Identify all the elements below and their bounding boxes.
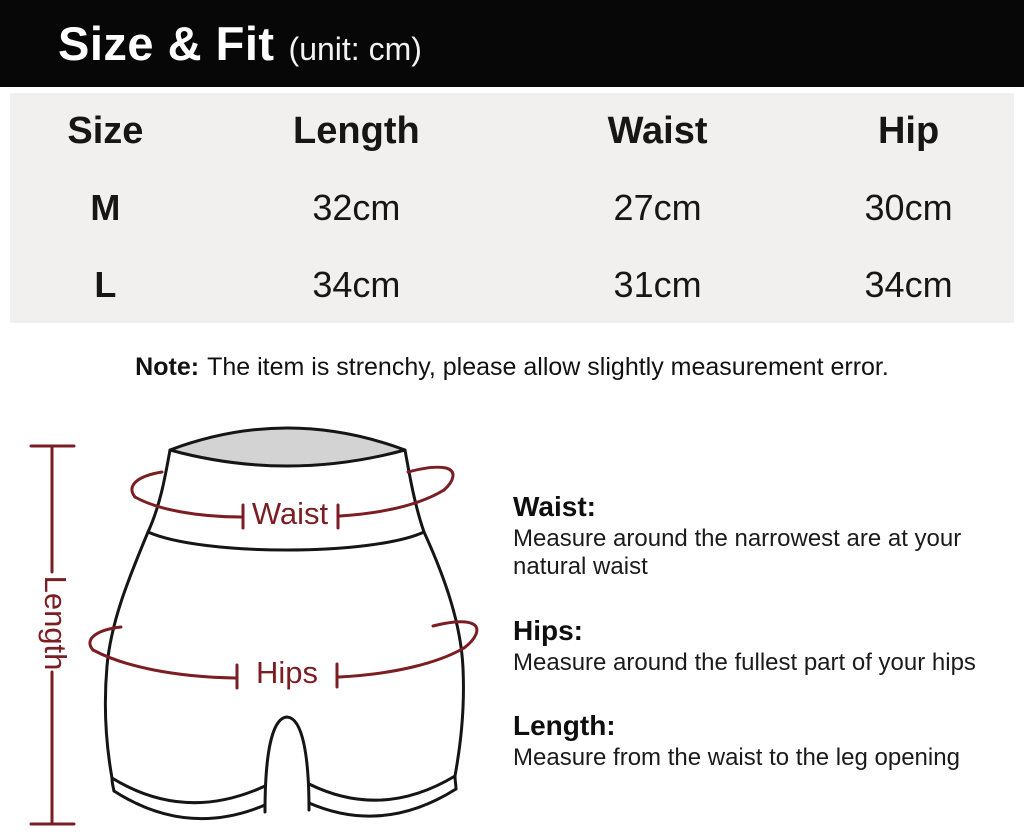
header-bar [0, 0, 1024, 87]
row-m-hip: 30cm [864, 186, 953, 228]
guide-hips-heading: Hips: [513, 615, 583, 646]
guide-item-waist [513, 492, 1018, 581]
waist-hook-left [132, 472, 162, 497]
shorts-diagram [0, 420, 500, 840]
hips-hook-right [433, 622, 477, 648]
waist-diagram-label: Waist [251, 496, 329, 531]
guide-length-line-1: Measure from the waist to the leg opening [513, 744, 960, 771]
column-header-length: Length [293, 109, 420, 152]
unit-label: (unit: cm) [288, 31, 422, 67]
column-header-size: Size [67, 109, 144, 152]
shorts-right-edge [405, 450, 463, 776]
guide-item-hips [513, 616, 1018, 677]
length-diagram-label: Length [38, 575, 73, 671]
row-l-size: L [94, 263, 117, 305]
row-m-size: M [90, 186, 121, 228]
page-title: Size & Fit [58, 17, 275, 70]
guide-hips-line-1: Measure around the fullest part of your hips [513, 649, 976, 676]
row-l-length: 34cm [312, 263, 401, 305]
guide-waist-line-1: Measure around the narrowest are at your [513, 525, 962, 552]
note [0, 353, 1024, 382]
hips-arc-right [339, 648, 464, 677]
column-header-hip: Hip [877, 109, 940, 152]
waistband-seam [148, 532, 424, 550]
right-hem-edge [455, 776, 456, 789]
waist-arc-right [340, 490, 444, 516]
hips-arc-left [93, 650, 235, 678]
row-l-hip: 34cm [864, 263, 953, 305]
guide-waist-heading: Waist: [513, 491, 596, 522]
hips-diagram-label: Hips [255, 655, 319, 690]
guide-length-heading: Length: [513, 710, 616, 741]
note-text: The item is strenchy, please allow slightly measurement error. [207, 353, 889, 381]
note-label: Note: [135, 353, 200, 381]
left-hem-top [112, 778, 265, 803]
row-m-waist: 27cm [613, 186, 702, 228]
crotch-notch [265, 717, 309, 812]
column-header-waist: Waist [607, 109, 708, 152]
guide-waist-line-2: natural waist [513, 553, 648, 580]
hips-hook-left [90, 627, 121, 650]
waist-arc-left [135, 497, 241, 517]
hips-measure [90, 622, 477, 690]
row-l-waist: 31cm [613, 263, 702, 305]
size-table [10, 93, 1014, 323]
row-m-length: 32cm [312, 186, 401, 228]
guide-item-length [513, 711, 1018, 772]
waist-measure [132, 467, 453, 531]
shorts-outline [105, 428, 463, 819]
waistband-top [170, 428, 405, 466]
right-hem-top [309, 776, 455, 800]
length-measure [31, 446, 74, 824]
waist-hook-right [408, 467, 453, 490]
